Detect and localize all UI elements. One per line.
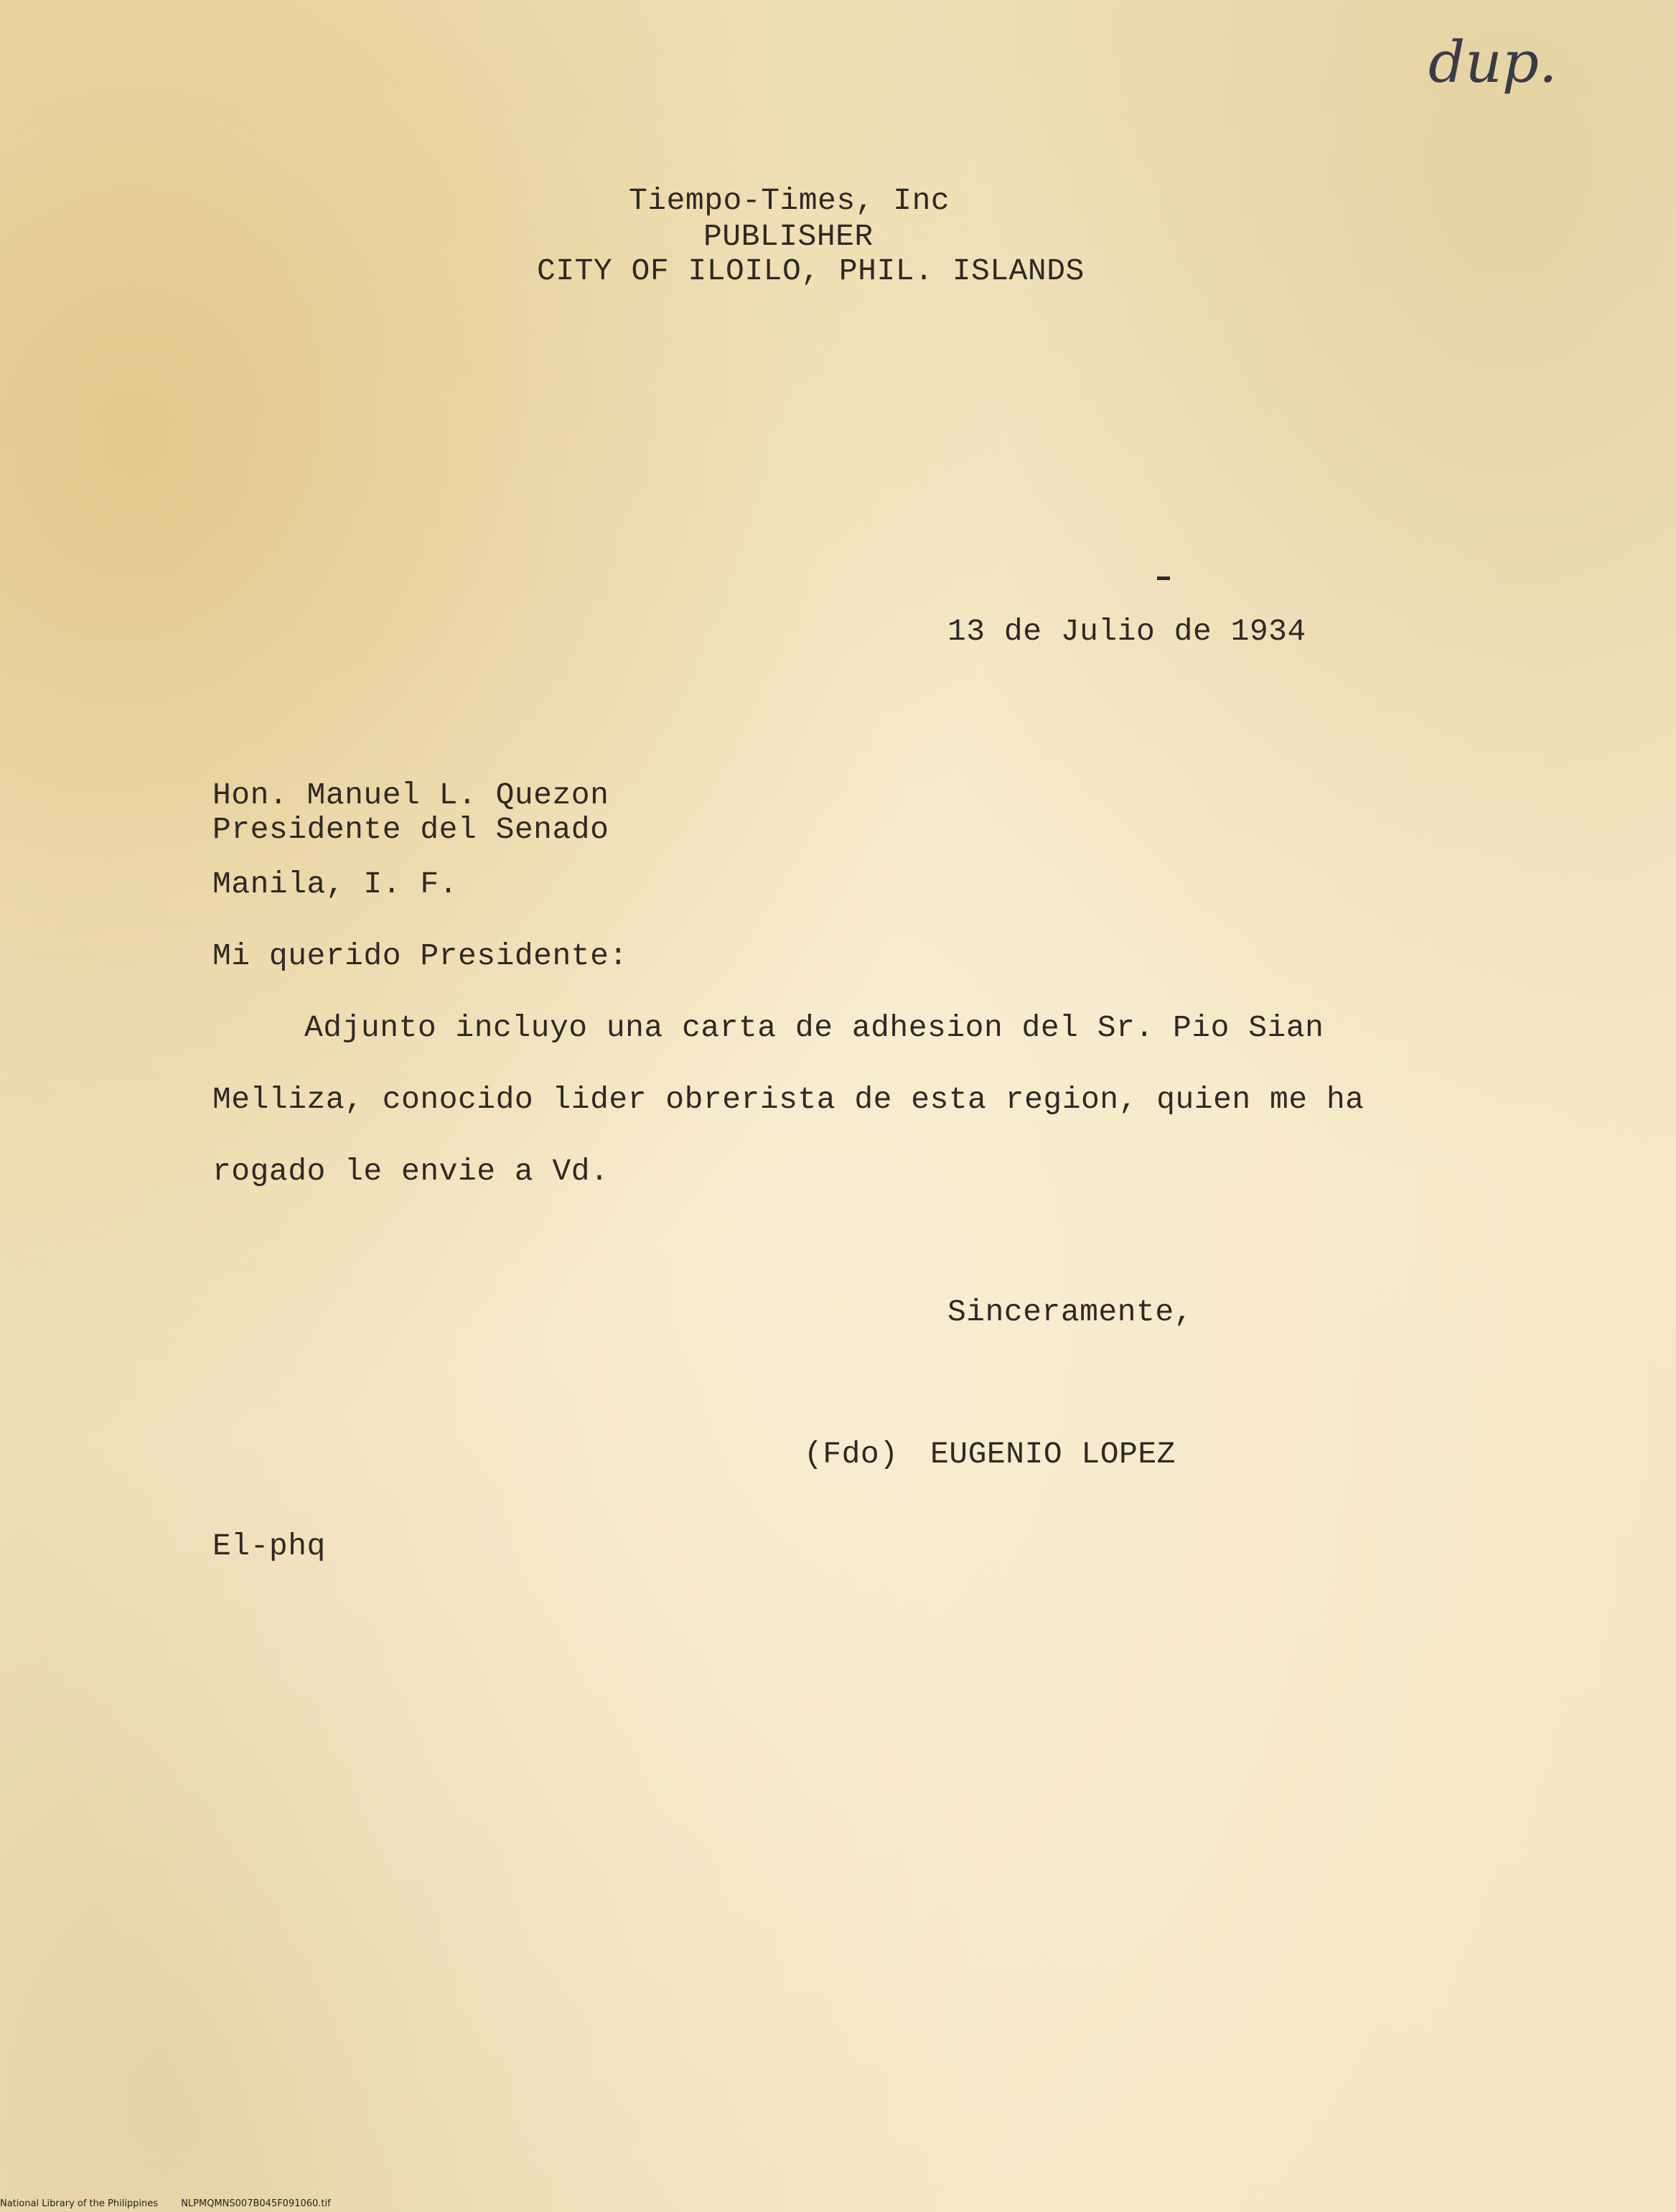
ink-mark — [1157, 577, 1170, 580]
footer-filename: NLPMQMNS007B045F091060.tif — [181, 2198, 331, 2209]
body-line-1: Adjunto incluyo una carta de adhesion del Sr. Pio Sian — [304, 1010, 1324, 1045]
recipient-name: Hon. Manuel L. Quezon — [212, 778, 609, 813]
salutation: Mi querido Presidente: — [212, 938, 628, 974]
recipient-address: Manila, I. F. — [212, 867, 458, 902]
signature-prefix: (Fdo) — [804, 1437, 899, 1472]
letterhead-location: CITY OF ILOILO, PHIL. ISLANDS — [537, 253, 1085, 289]
footer-library: National Library of the Philippines — [0, 2198, 159, 2209]
signature-name: EUGENIO LOPEZ — [930, 1437, 1176, 1472]
scan-footer — [0, 2198, 351, 2209]
body-line-2: Melliza, conocido lider obrerista de esta region, quien me ha — [212, 1082, 1364, 1117]
body-line-3: rogado le envie a Vd. — [212, 1154, 609, 1189]
recipient-title: Presidente del Senado — [212, 812, 609, 847]
letterhead-role: PUBLISHER — [703, 219, 874, 254]
letterhead-company: Tiempo-Times, Inc — [629, 183, 950, 218]
closing: Sinceramente, — [947, 1294, 1193, 1330]
reference-initials: El-phq — [212, 1529, 326, 1564]
handwritten-note: dup. — [1428, 29, 1558, 95]
letter-date: 13 de Julio de 1934 — [947, 614, 1306, 649]
